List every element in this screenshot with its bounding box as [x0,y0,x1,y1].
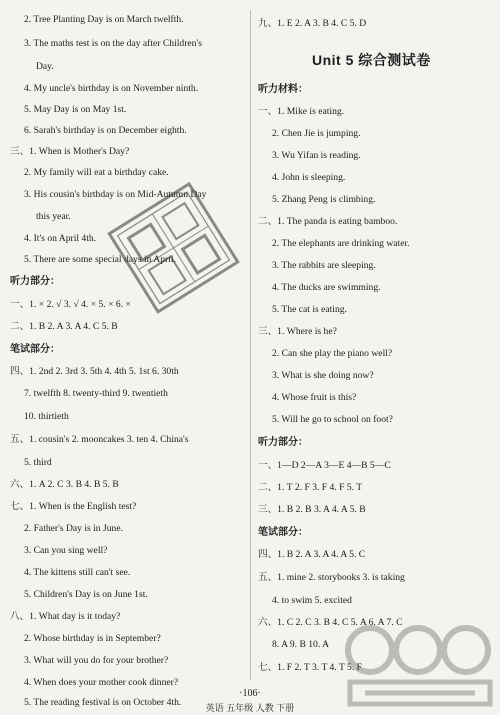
left-answer-line: 2. Whose birthday is in September? [24,633,161,644]
left-answer-line: 3. The maths test is on the day after Children's [24,38,202,49]
left-answer-line: 5. Children's Day is on June 1st. [24,589,148,600]
left-answer-line: 4. When does your mother cook dinner? [24,677,179,688]
right-answer-line: 笔试部分： [258,527,308,538]
left-answer-line: 二、1. B 2. A 3. A 4. C 5. B [10,321,118,332]
right-answer-line: 3. What is she doing now? [272,370,374,381]
right-answer-line: 2. The elephants are drinking water. [272,238,410,249]
right-answer-line: 一、1—D 2—A 3—E 4—B 5—C [258,460,391,471]
right-answer-line: 听力材料： [258,84,308,95]
left-answer-line: 五、1. cousin's 2. mooncakes 3. ten 4. China's [10,434,189,445]
right-answer-line: 听力部分： [258,437,308,448]
right-answer-line: 四、1. B 2. A 3. A 4. A 5. C [258,549,366,560]
left-answer-line: this year. [36,211,71,222]
left-answer-line: 5. third [24,457,52,468]
right-answer-line: 5. Zhang Peng is climbing. [272,194,376,205]
column-divider [250,10,251,680]
right-answer-line: 五、1. mine 2. storybooks 3. is taking [258,572,405,583]
right-answer-line: 三、1. Where is he? [258,326,337,337]
left-answer-line: 2. Father's Day is in June. [24,523,123,534]
left-answer-line: 10. thirtieth [24,411,69,422]
right-answer-line: 4. John is sleeping. [272,172,346,183]
left-answer-line: 3. What will you do for your brother? [24,655,169,666]
left-answer-line: Day. [36,61,54,72]
left-answer-line: 4. It's on April 4th. [24,233,97,244]
left-answer-line: 5. The reading festival is on October 4th. [24,697,182,708]
left-answer-line: 3. Can you sing well? [24,545,108,556]
left-answer-line: 7. twelfth 8. twenty-third 9. twentieth [24,388,168,399]
left-answer-line: 笔试部分： [10,344,60,355]
right-answer-line: 3. The rabbits are sleeping. [272,260,376,271]
right-answer-line: 5. The cat is eating. [272,304,347,315]
left-answer-line: 2. Tree Planting Day is on March twelfth. [24,14,184,25]
right-answer-line: 2. Chen Jie is jumping. [272,128,361,139]
right-answer-line: 2. Can she play the piano well? [272,348,393,359]
right-answer-line: 三、1. B 2. B 3. A 4. A 5. B [258,504,366,515]
left-answer-line: 四、1. 2nd 2. 3rd 3. 5th 4. 4th 5. 1st 6. 30th [10,366,179,377]
left-answer-line: 6. Sarah's birthday is on December eighth. [24,125,187,136]
right-answer-line: 4. Whose fruit is this? [272,392,357,403]
right-answer-line: 九、1. E 2. A 3. B 4. C 5. D [258,18,367,29]
footer-subtitle: 英语 五年级 人教 下册 [205,703,295,713]
right-answer-line: 六、1. C 2. C 3. B 4. C 5. A 6. A 7. C [258,617,403,628]
left-answer-line: 一、1. × 2. √ 3. √ 4. × 5. × 6. × [10,299,131,310]
left-answer-line: 听力部分： [10,276,60,287]
right-answer-line: 8. A 9. B 10. A [272,639,330,650]
right-answer-line: 4. The ducks are swimming. [272,282,381,293]
right-answer-line: 二、1. The panda is eating bamboo. [258,216,398,227]
left-answer-line: 六、1. A 2. C 3. B 4. B 5. B [10,479,119,490]
left-answer-line: 4. The kittens still can't see. [24,567,131,578]
left-answer-line: 5. May Day is on May 1st. [24,104,127,115]
left-answer-line: 5. There are some special days in April. [24,254,176,265]
page-number: ·106· [239,688,261,699]
left-answer-line: 三、1. When is Mother's Day? [10,146,130,157]
right-answer-line: 二、1. T 2. F 3. F 4. F 5. T [258,482,363,493]
left-answer-line: 4. My uncle's birthday is on November ninth. [24,83,199,94]
right-answer-line: 一、1. Mike is eating. [258,106,345,117]
left-answer-line: 八、1. What day is it today? [10,611,121,622]
unit-title: Unit 5 综合测试卷 [312,52,431,68]
left-answer-line: 3. His cousin's birthday is on Mid-Autumn Day [24,189,207,200]
left-answer-line: 七、1. When is the English test? [10,501,137,512]
right-answer-line: 七、1. F 2. T 3. T 4. T 5. F [258,662,362,673]
right-answer-line: 3. Wu Yifan is reading. [272,150,361,161]
right-answer-line: 4. to swim 5. excited [272,595,352,606]
right-answer-line: 5. Will he go to school on foot? [272,414,393,425]
left-answer-line: 2. My family will eat a birthday cake. [24,167,169,178]
